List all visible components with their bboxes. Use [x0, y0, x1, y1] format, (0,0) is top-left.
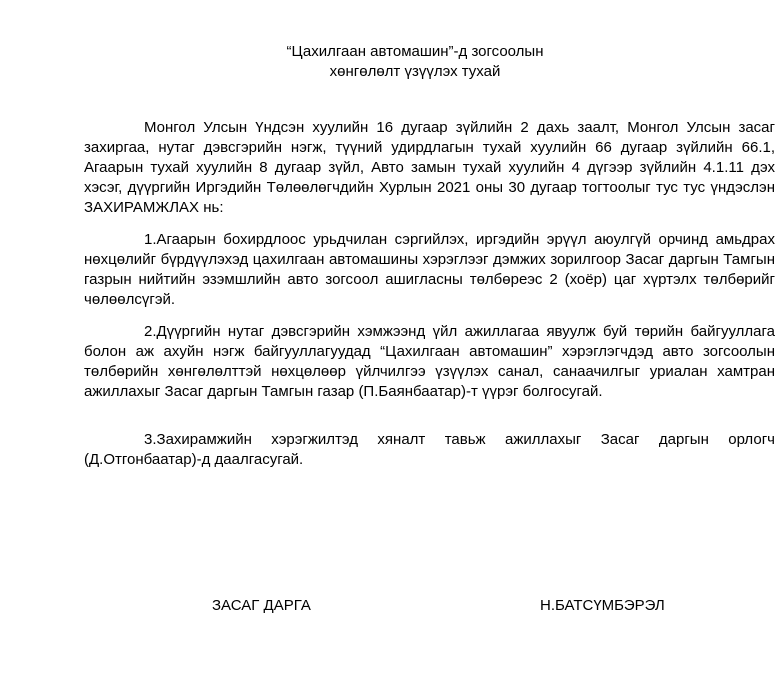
paragraph-text: 3.Захирамжийн хэрэгжилтэд хяналт тавьж ажиллахыг Засаг даргын орлогч (Д.Отгонбаатар)-д даалгасугай.: [84, 431, 775, 468]
paragraph-item-3: [84, 430, 775, 470]
signature-title: ЗАСАГ ДАРГА: [212, 597, 311, 614]
paragraph-text: 2.Дүүргийн нутаг дэвсгэрийн хэмжээнд үйл ажиллагаа явуулж буй төрийн байгууллага болон аж ахуйн нэгж байгууллагуудад “Цахилгаан автомашин” хэрэглэгчдэд авто зогсоолын төлбөрийн хөнгөлөлттэй нөхцөлөөр үйлчилгээ үзүүлэх санал, санаачилгыг уриалан хамтран ажиллахыг Засаг даргын Тамгын газар (П.Баянбаатар)-т үүрэг болгосугай.: [84, 323, 775, 400]
title-line-1: “Цахилгаан автомашин”-д зогсоолын: [286, 43, 544, 60]
paragraph-item-2: [84, 322, 775, 402]
title-line-2: хөнгөлөлт үзүүлэх тухай: [329, 63, 501, 80]
paragraph-item-1: [84, 230, 775, 310]
paragraph-text: Монгол Улсын Үндсэн хуулийн 16 дугаар зүйлийн 2 дахь заалт, Монгол Улсын засаг захиргаа, нутаг дэвсгэрийн нэгж, түүний удирдлагын тухай хуулийн 66 дугаар зүйлийн 66.1, Агаарын тухай хуулийн 8 дугаар зүйл, Авто замын тухай хуулийн 4 дүгээр зүйлийн 4.1.11 дэх хэсэг, дүүргийн Иргэдийн Төлөөлөгчдийн Хурлын 2021 оны 30 дугаар тогтоолыг тус тус үндэслэн ЗАХИРАМЖЛАХ нь:: [84, 119, 775, 216]
paragraph-preamble: [84, 118, 775, 218]
document-title: [0, 42, 782, 82]
signature-name: Н.БАТСҮМБЭРЭЛ: [540, 597, 665, 614]
paragraph-text: 1.Агаарын бохирдлоос урьдчилан сэргийлэх, иргэдийн эрүүл аюулгүй орчинд амьдрах нөхцөлийг бүрдүүлэхэд цахилгаан автомашины хэрэглээг дэмжих зорилгоор Засаг даргын Тамгын газрын нийтийн эзэмшлийн авто зогсоол ашигласны төлбөреэс 2 (хоёр) цаг хүртэлх төлбөрийг чөлөөлсүгэй.: [84, 231, 775, 308]
